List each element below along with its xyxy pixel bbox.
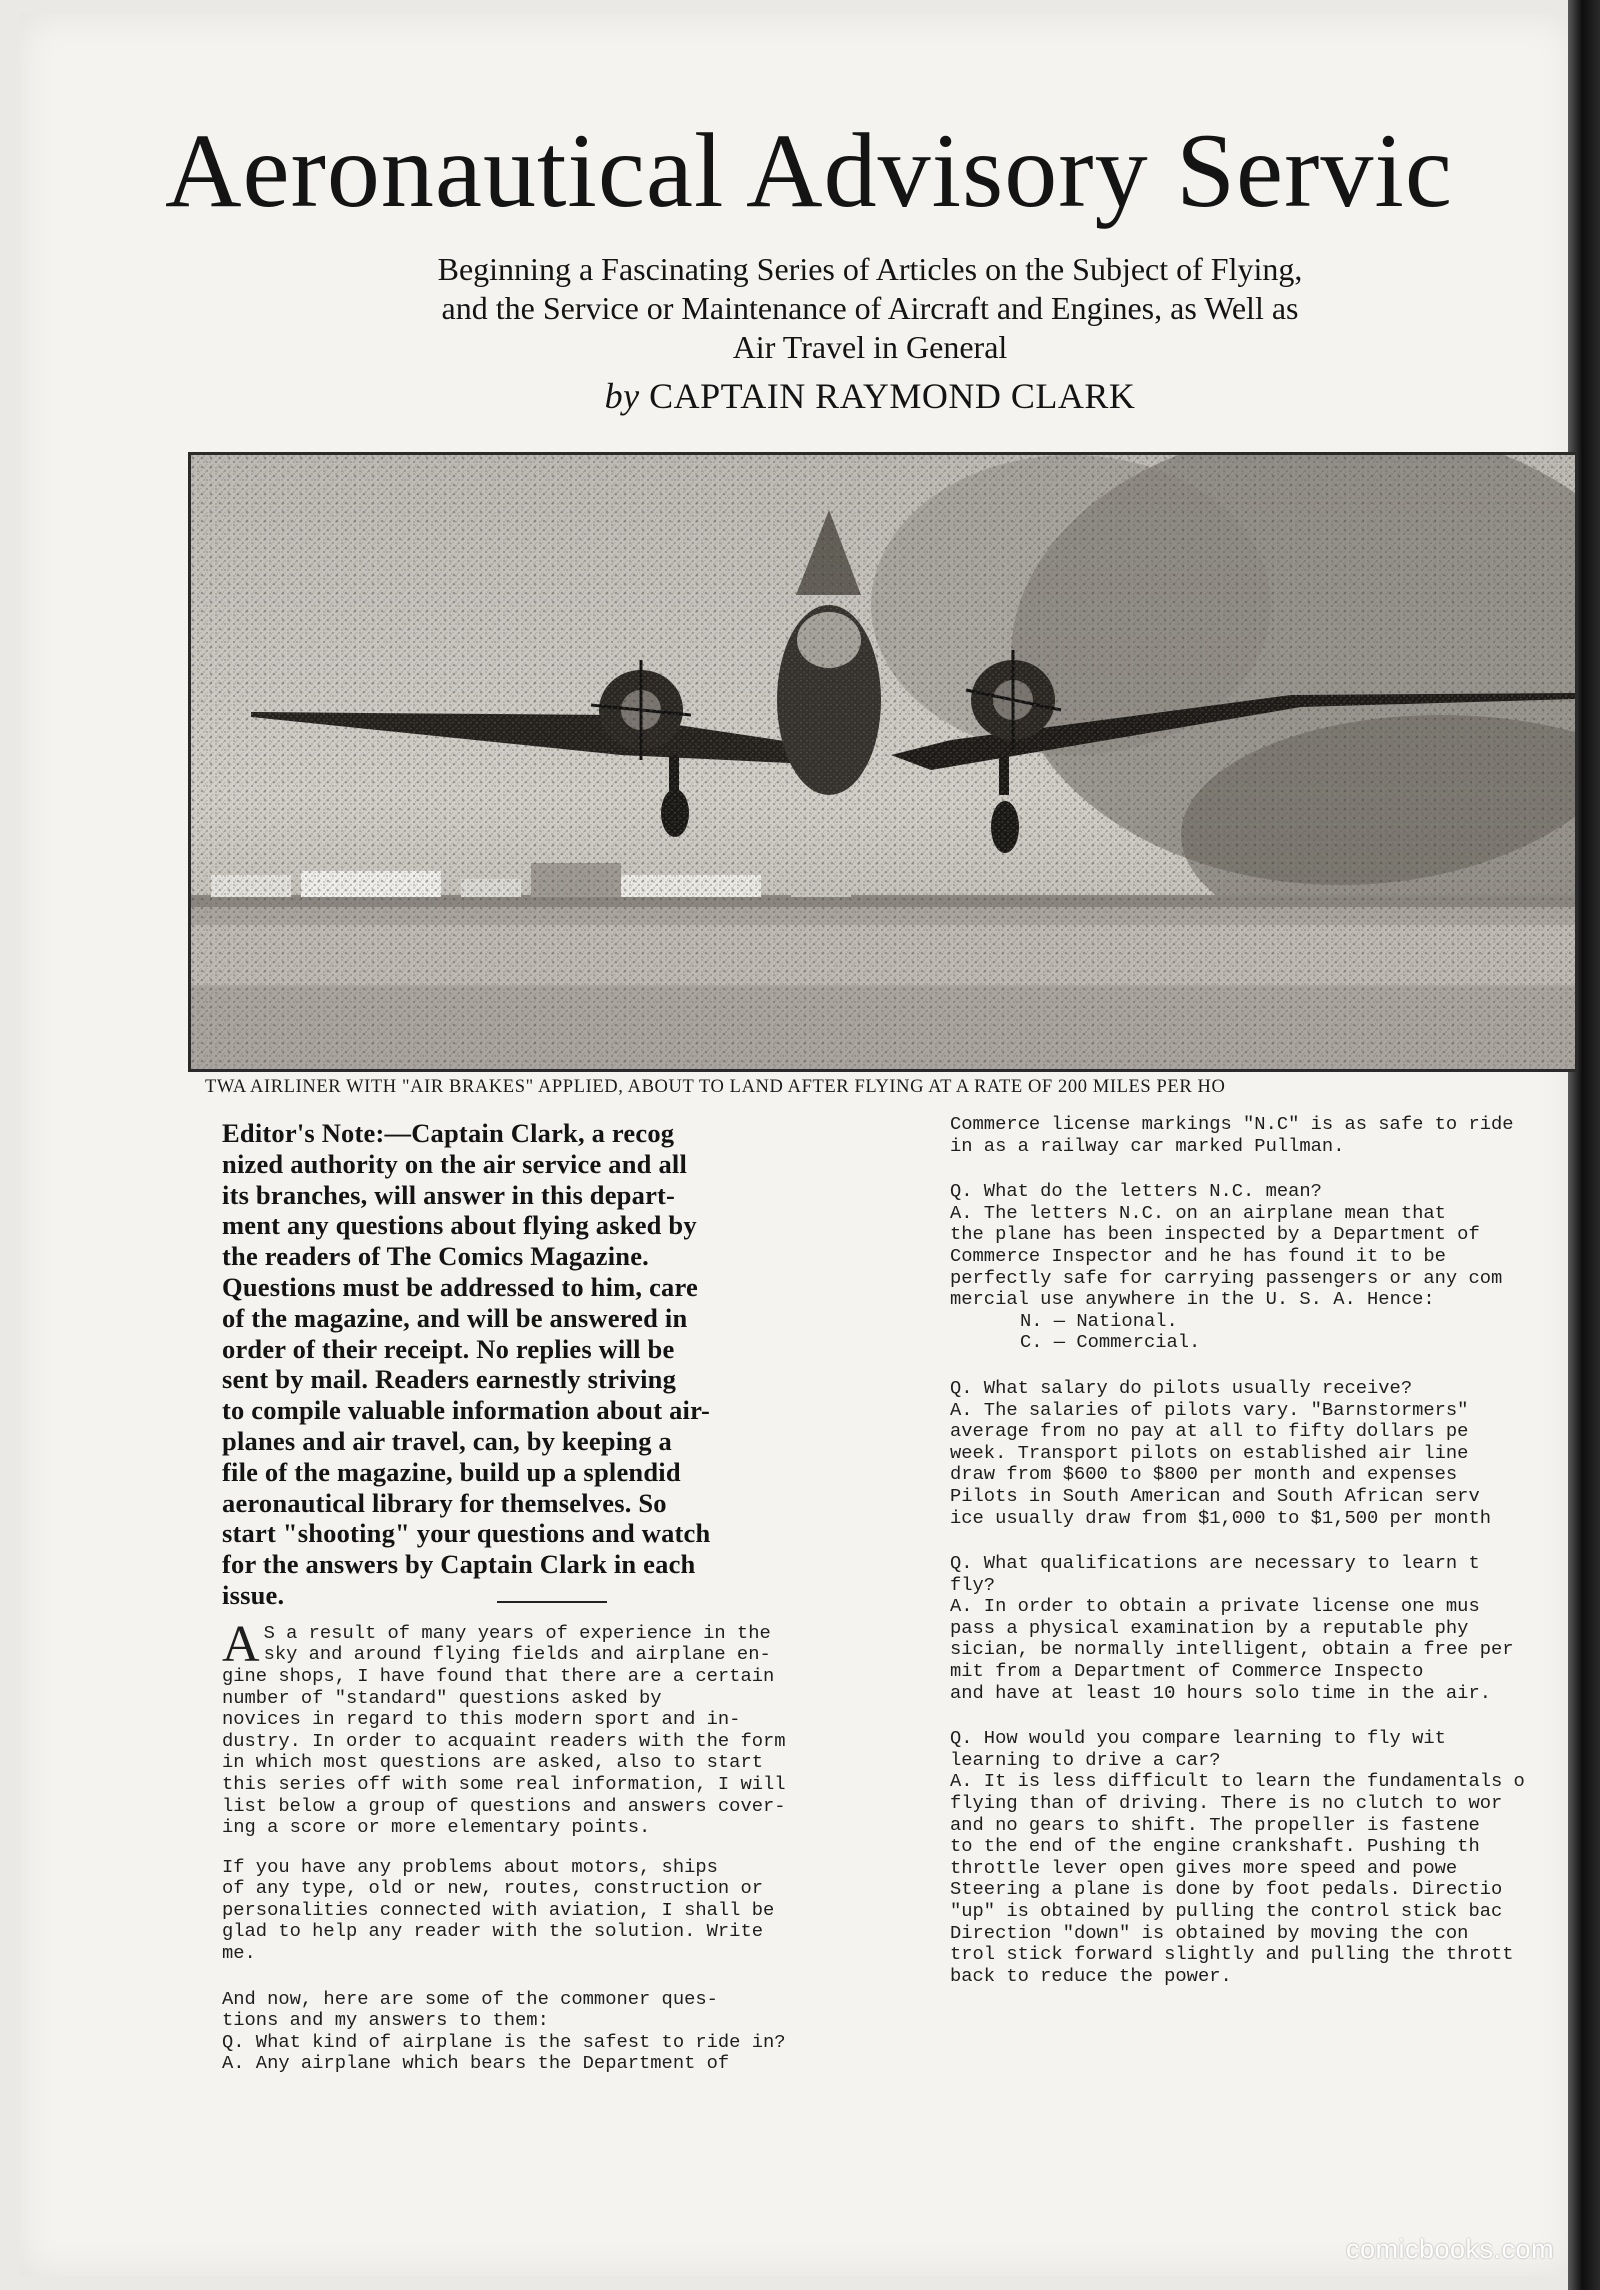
qa-line: perfectly safe for carrying passengers or any com (950, 1266, 1503, 1289)
qa-line: draw from $600 to $800 per month and expenses (950, 1463, 1458, 1486)
qa-line: flying than of driving. There is no clutch to wor (950, 1792, 1503, 1815)
note-line: ment any questions about flying asked by (222, 1210, 697, 1241)
note-line: file of the magazine, build up a splendid (222, 1456, 681, 1487)
qa-line: "up" is obtained by pulling the control stick bac (950, 1900, 1503, 1922)
intro-line: S a result of many years of experience in the (263, 1621, 771, 1644)
spacer (950, 1157, 1590, 1181)
qa-line: the plane has been inspected by a Department of (950, 1223, 1480, 1246)
drop-cap: A (222, 1615, 260, 1673)
qa-line: C. — Commercial. (1020, 1331, 1201, 1354)
note-line: issue. (222, 1579, 285, 1610)
qa-line: mit from a Department of Commerce Inspecto (950, 1660, 1424, 1683)
intro-line: novices in regard to this modern sport and in- (222, 1708, 741, 1731)
intro-line: glad to help any reader with the solution. Write (222, 1920, 763, 1943)
intro-line: gine shops, I have found that there are a certain (222, 1664, 775, 1687)
qa-line: N. — National. (1020, 1309, 1178, 1332)
qa-line: Q. What salary do pilots usually receive? (950, 1376, 1413, 1399)
byline-by: by (604, 376, 640, 416)
note-line: order of their receipt. No replies will be (222, 1333, 675, 1364)
intro-line: personalities connected with aviation, I shall be (222, 1898, 775, 1921)
qa-line: Q. How would you compare learning to fly wit (950, 1727, 1446, 1750)
intro-text (222, 1615, 882, 2075)
intro-line: And now, here are some of the commoner ques- (222, 1987, 718, 2010)
qa-line: throttle lever open gives more speed and powe (950, 1856, 1458, 1879)
note-line: of the magazine, and will be answered in (222, 1302, 688, 1333)
spacer (950, 1704, 1590, 1728)
intro-line: in which most questions are asked, also to start (222, 1751, 763, 1774)
qa-line: learning to drive a car? (950, 1748, 1221, 1771)
qa-line: week. Transport pilots on established air line (950, 1441, 1469, 1464)
intro-line: this series off with some real information, I will (222, 1772, 786, 1795)
qa-line: A. The letters N.C. on an airplane mean that (950, 1201, 1446, 1224)
qa-line: back to reduce the power. (950, 1964, 1232, 1987)
article-subtitle (280, 250, 1460, 367)
qa-line: A. In order to obtain a private license one mus (950, 1595, 1480, 1618)
intro-line: If you have any problems about motors, ships (222, 1855, 718, 1878)
intro-line: list below a group of questions and answers cover- (222, 1794, 786, 1817)
qa-line: Pilots in South American and South African serv (950, 1484, 1480, 1507)
note-line: to compile valuable information about air- (222, 1395, 711, 1426)
intro-line: of any type, old or new, routes, construction or (222, 1877, 763, 1900)
qa-line: A. The salaries of pilots vary. "Barnstormers" (950, 1398, 1469, 1421)
answer-line: in as a railway car marked Pullman. (950, 1134, 1345, 1157)
intro-line: dustry. In order to acquaint readers with the form (222, 1729, 786, 1752)
qa-line: and no gears to shift. The propeller is fastene (950, 1813, 1480, 1836)
qa-line: to the end of the engine crankshaft. Pushing th (950, 1835, 1480, 1858)
note-line: Questions must be addressed to him, care (222, 1271, 698, 1302)
qa-line: pass a physical examination by a reputable phy (950, 1616, 1469, 1639)
airliner-photo (188, 452, 1578, 1072)
qa-line: and have at least 10 hours solo time in the air. (950, 1681, 1491, 1704)
qa-line: Commerce Inspector and he has found it to be (950, 1244, 1446, 1267)
subtitle-line: Beginning a Fascinating Series of Articles on the Subject of Flying, (437, 251, 1303, 287)
qa-line: sician, be normally intelligent, obtain a free per (950, 1638, 1514, 1661)
qa-line: fly? (950, 1573, 996, 1596)
answer-line: A. Any airplane which bears the Department of (222, 2052, 730, 2075)
left-column (222, 1118, 882, 2075)
subtitle-line: and the Service or Maintenance of Aircraft and Engines, as Well as (441, 290, 1299, 326)
spacer (950, 1529, 1590, 1553)
qa-line: A. It is less difficult to learn the fundamentals o (950, 1770, 1525, 1793)
note-line: its branches, will answer in this depart- (222, 1179, 676, 1210)
qa-line: mercial use anywhere in the U. S. A. Hence: (950, 1288, 1435, 1311)
note-line: the readers of The Comics Magazine. (222, 1241, 650, 1272)
qa-line: average from no pay at all to fifty dollars pe (950, 1420, 1469, 1443)
article-title: Aeronautical Advisory Servic (165, 112, 1453, 229)
note-line: sent by mail. Readers earnestly striving (222, 1364, 677, 1395)
spacer (222, 1965, 882, 1989)
note-line: planes and air travel, can, by keeping a (222, 1425, 672, 1456)
intro-line: tions and my answers to them: (222, 2009, 549, 2032)
qa-line: trol stick forward slightly and pulling the thrott (950, 1943, 1514, 1966)
note-line: nized authority on the air service and all (222, 1148, 688, 1179)
note-line: for the answers by Captain Clark in each (222, 1549, 696, 1580)
intro-line: sky and around flying fields and airplane en- (263, 1643, 771, 1666)
editors-note (222, 1118, 882, 1611)
intro-line: ing a score or more elementary points. (222, 1816, 651, 1839)
answer-line: Commerce license markings "N.C" is as safe to ride (950, 1113, 1514, 1135)
qa-line: Q. What do the letters N.C. mean? (950, 1180, 1322, 1203)
intro-line: me. (222, 1942, 256, 1965)
intro-line: number of "standard" questions asked by (222, 1686, 662, 1709)
note-line: Editor's Note:—Captain Clark, a recog (222, 1118, 675, 1148)
note-line: aeronautical library for themselves. So (222, 1487, 667, 1518)
right-column (950, 1114, 1590, 1987)
byline (280, 375, 1460, 417)
spacer (950, 1354, 1590, 1378)
qa-line: Steering a plane is done by foot pedals. Directio (950, 1878, 1503, 1901)
subtitle-line: Air Travel in General (732, 329, 1008, 365)
byline-name: CAPTAIN RAYMOND CLARK (649, 376, 1136, 416)
site-watermark: comicbooks.com (1346, 2234, 1555, 2264)
qa-line: ice usually draw from $1,000 to $1,500 per month (950, 1506, 1491, 1529)
qa-line: Q. What qualifications are necessary to learn t (950, 1552, 1480, 1575)
airliner-photo-icon (191, 455, 1575, 1069)
question-line: Q. What kind of airplane is the safest to ride in? (222, 2030, 786, 2053)
note-line: start "shooting" your questions and watch (222, 1518, 711, 1549)
qa-line: Direction "down" is obtained by moving the con (950, 1921, 1469, 1944)
spacer (222, 1839, 882, 1857)
photo-caption: TWA AIRLINER WITH "AIR BRAKES" APPLIED, ABOUT TO LAND AFTER FLYING AT A RATE OF 200 MILES PER HO (205, 1077, 1226, 1097)
section-divider (497, 1601, 607, 1603)
